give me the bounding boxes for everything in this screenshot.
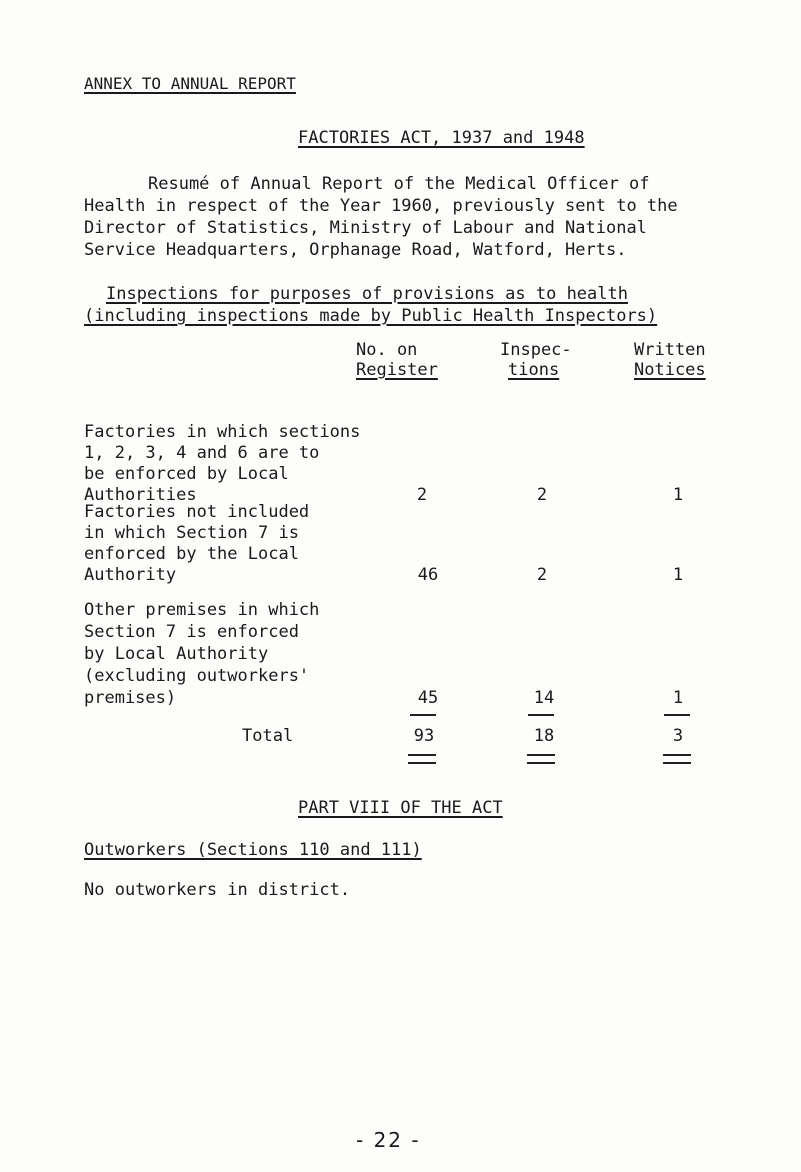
row-label-line: Authorities [84,485,197,505]
value-notices: 1 [672,565,684,585]
value-register: 2 [416,485,428,505]
subtotal-rule [410,714,436,716]
row-label-line: Section 7 is enforced [84,622,299,642]
total-double-rule [408,754,436,764]
row-label-line: (excluding outworkers' [84,666,310,686]
value-notices: 1 [672,688,684,708]
value-register: 46 [417,565,439,585]
row-label-line: premises) [84,688,177,708]
value-inspections: 14 [533,688,555,708]
total-notices: 3 [672,726,684,746]
row-label-line: enforced by the Local [84,544,299,564]
inspections-heading-line: Inspections for purposes of provisions as to health [106,284,628,304]
resume-line: Health in respect of the Year 1960, previously sent to the [84,196,678,216]
total-label: Total [242,726,294,746]
resume-line: Director of Statistics, Ministry of Labour and National [84,218,647,238]
row-label-line: by Local Authority [84,644,269,664]
subtotal-rule [664,714,690,716]
value-inspections: 2 [536,565,548,585]
row-label-line: be enforced by Local [84,464,289,484]
inspections-heading-line: (including inspections made by Public Health Inspectors) [84,306,658,326]
value-notices: 1 [672,485,684,505]
resume-line: Service Headquarters, Orphanage Road, Watford, Herts. [84,240,627,260]
row-label-line: Other premises in which [84,600,320,620]
total-inspections: 18 [533,726,555,746]
resume-line: Resumé of Annual Report of the Medical Officer of [148,174,650,194]
row-label-line: Authority [84,565,177,585]
act-title: FACTORIES ACT, 1937 and 1948 [298,128,585,148]
row-label-line: Factories in which sections [84,422,361,442]
col-header-register-2: Register [356,360,438,380]
row-label-line: 1, 2, 3, 4 and 6 are to [84,443,320,463]
col-header-inspections-2: tions [508,360,560,380]
outworkers-heading: Outworkers (Sections 110 and 111) [84,840,422,860]
part-heading: PART VIII OF THE ACT [298,798,503,818]
annex-title: ANNEX TO ANNUAL REPORT [84,74,296,93]
col-header-notices-1: Written [634,340,706,360]
outworkers-text: No outworkers in district. [84,880,351,900]
col-header-notices-2: Notices [634,360,706,380]
page-number: - 22 - [356,1128,421,1152]
total-register: 93 [413,726,435,746]
value-inspections: 2 [536,485,548,505]
row-label-line: in which Section 7 is [84,523,299,543]
col-header-register-1: No. on [356,340,418,360]
col-header-inspections-1: Inspec- [500,340,572,360]
total-double-rule [527,754,555,764]
total-double-rule [663,754,691,764]
row-label-line: Factories not included [84,502,310,522]
value-register: 45 [417,688,439,708]
subtotal-rule [528,714,554,716]
